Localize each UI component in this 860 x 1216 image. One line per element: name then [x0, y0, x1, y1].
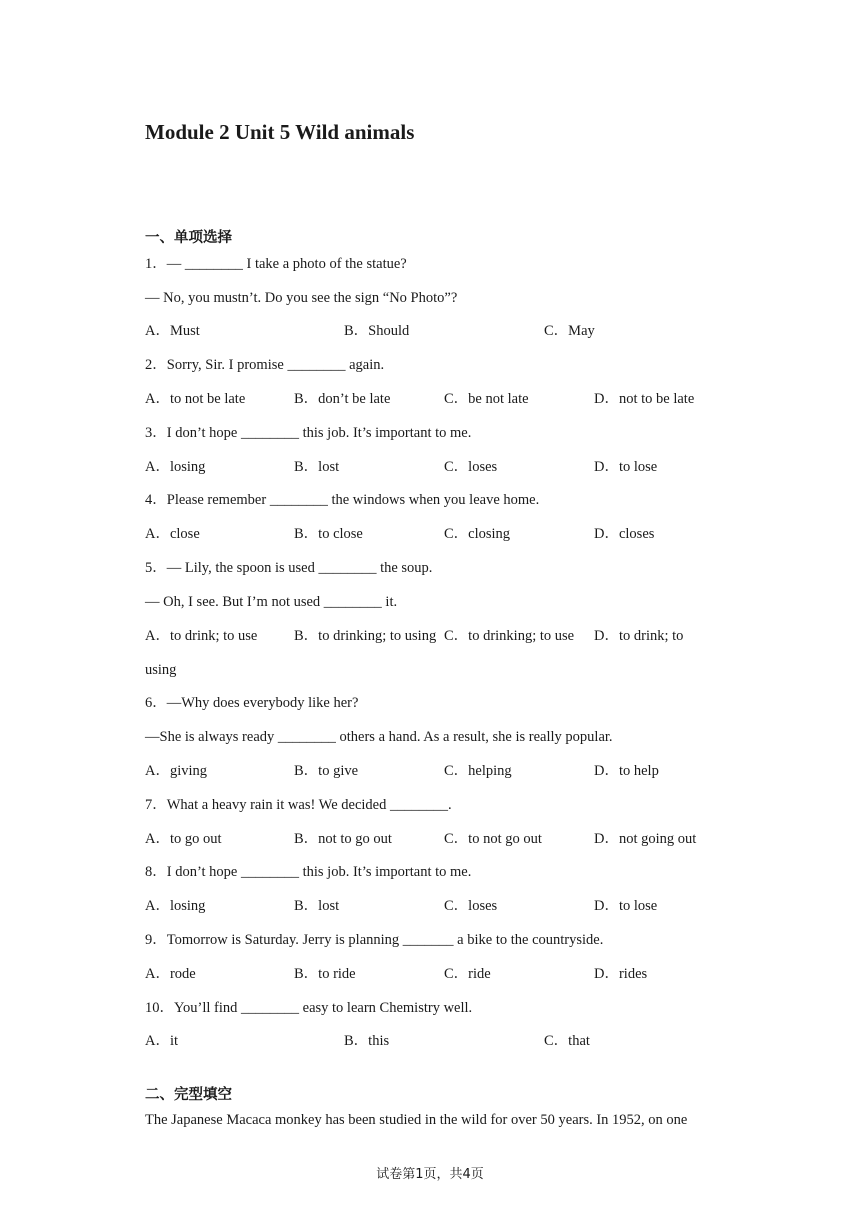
question-10-option-c[interactable]: C．that — [544, 1033, 590, 1049]
question-8-option-a[interactable]: A．losing — [145, 898, 206, 914]
question-10-option-b[interactable]: B．this — [344, 1033, 390, 1049]
question-10-stem: 10．You’ll find ________ easy to learn Chemistry well. — [145, 1000, 473, 1016]
question-3-option-b[interactable]: B．lost — [294, 459, 340, 475]
question-2-option-b[interactable]: B．don’t be late — [294, 391, 391, 407]
question-4-option-a[interactable]: A．close — [145, 526, 200, 542]
question-7-option-c[interactable]: C．to not go out — [444, 831, 542, 847]
question-5-option-c[interactable]: C．to drinking; to use — [444, 628, 575, 644]
question-9-option-d[interactable]: D．rides — [594, 966, 648, 982]
question-8-stem: 8．I don’t hope ________ this job. It’s important to me. — [145, 864, 472, 880]
question-6-option-c[interactable]: C．helping — [444, 763, 512, 779]
question-1-option-b[interactable]: B．Should — [344, 323, 410, 339]
question-2-option-d[interactable]: D．not to be late — [594, 391, 695, 407]
question-6-option-d[interactable]: D．to help — [594, 763, 659, 779]
question-4-option-c[interactable]: C．closing — [444, 526, 511, 542]
question-6-stem-reply: —She is always ready ________ others a hand. As a result, she is really popular. — [145, 729, 613, 745]
question-2-option-a[interactable]: A．to not be late — [145, 391, 246, 407]
question-2-option-c[interactable]: C．be not late — [444, 391, 529, 407]
question-9-option-b[interactable]: B．to ride — [294, 966, 356, 982]
question-10-option-a[interactable]: A．it — [145, 1033, 179, 1049]
question-8-option-c[interactable]: C．loses — [444, 898, 498, 914]
question-8-option-d[interactable]: D．to lose — [594, 898, 658, 914]
question-3-stem: 3．I don’t hope ________ this job. It’s important to me. — [145, 425, 472, 441]
question-9-option-c[interactable]: C．ride — [444, 966, 491, 982]
question-4-option-d[interactable]: D．closes — [594, 526, 655, 542]
question-5-option-d[interactable]: D．to drink; to — [594, 628, 684, 644]
section-heading-single-choice: 一、单项选择 — [145, 230, 232, 246]
question-4-option-b[interactable]: B．to close — [294, 526, 363, 542]
page-footer: 试卷第1页，共4页 — [376, 1167, 484, 1182]
section-heading-cloze: 二、完型填空 — [145, 1087, 232, 1103]
question-1-stem-reply: — No, you mustn’t. Do you see the sign “No Photo”? — [145, 290, 458, 306]
question-8-option-b[interactable]: B．lost — [294, 898, 340, 914]
question-3-option-a[interactable]: A．losing — [145, 459, 206, 475]
question-6-option-b[interactable]: B．to give — [294, 763, 359, 779]
question-9-option-a[interactable]: A．rode — [145, 966, 196, 982]
question-2-stem: 2．Sorry, Sir. I promise ________ again. — [145, 357, 385, 373]
question-5-option-a[interactable]: A．to drink; to use — [145, 628, 258, 644]
question-5-option-b[interactable]: B．to drinking; to using — [294, 628, 437, 644]
question-9-stem: 9．Tomorrow is Saturday. Jerry is planning _______ a bike to the countryside. — [145, 932, 604, 948]
question-4-stem: 4．Please remember ________ the windows when you leave home. — [145, 492, 540, 508]
question-7-stem: 7．What a heavy rain it was! We decided ________. — [145, 797, 452, 813]
question-7-option-d[interactable]: D．not going out — [594, 831, 697, 847]
question-5-stem-reply: — Oh, I see. But I’m not used ________ it. — [145, 594, 398, 610]
passage-line: The Japanese Macaca monkey has been studied in the wild for over 50 years. In 1952, on one — [145, 1112, 688, 1128]
page-title: Module 2 Unit 5 Wild animals — [145, 120, 415, 144]
question-1-option-a[interactable]: A．Must — [145, 323, 200, 339]
question-3-option-c[interactable]: C．loses — [444, 459, 498, 475]
question-7-option-b[interactable]: B．not to go out — [294, 831, 392, 847]
question-1-stem: 1．— ________ I take a photo of the statue? — [145, 256, 407, 272]
question-5-option-d-continued: using — [145, 662, 177, 678]
question-1-option-c[interactable]: C．May — [544, 323, 595, 339]
question-5-stem: 5．— Lily, the spoon is used ________ the soup. — [145, 560, 433, 576]
question-6-option-a[interactable]: A．giving — [145, 763, 208, 779]
question-3-option-d[interactable]: D．to lose — [594, 459, 658, 475]
question-7-option-a[interactable]: A．to go out — [145, 831, 222, 847]
question-6-stem: 6．—Why does everybody like her? — [145, 695, 359, 711]
